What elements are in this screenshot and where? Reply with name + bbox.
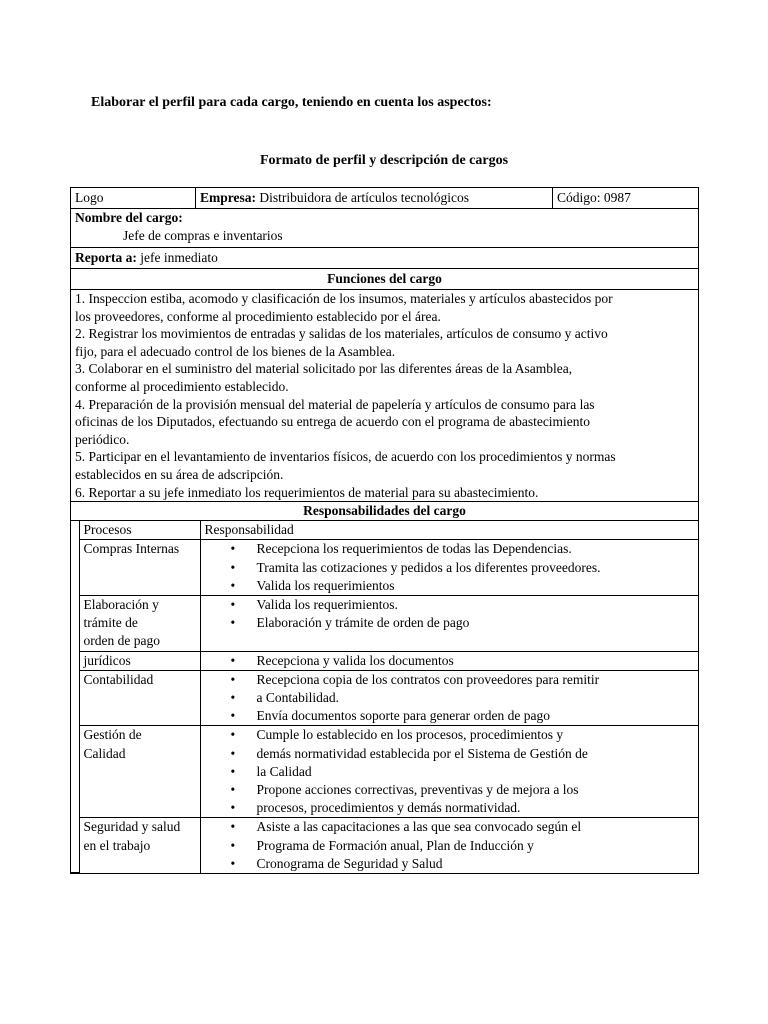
instruction-text: Elaborar el perfil para cada cargo, teniendo en cuenta los aspectos: xyxy=(91,95,492,110)
reporta-label: Reporta a: xyxy=(75,250,137,266)
proceso-cell xyxy=(79,651,200,670)
list-item: • Recepciona copia de los contratos con proveedores para remitir xyxy=(205,671,695,689)
list-item: • Valida los requerimientos xyxy=(205,577,695,595)
funcion-line: conforme al procedimiento establecido. xyxy=(75,378,289,394)
proceso-line: Contabilidad xyxy=(83,671,154,687)
list-item: • Cumple lo establecido en los procesos, procedimientos y xyxy=(205,726,695,744)
funcion-line: 4. Preparación de la provisión mensual del material de papelería y artículos de consumo para las xyxy=(75,396,595,412)
proceso-cell xyxy=(79,595,200,651)
funcion-line: 3. Colaborar en el suministro del material solicitado por las diferentes áreas de la Asamblea, xyxy=(75,361,573,377)
empresa-cell xyxy=(196,188,553,209)
col-procesos-header: Procesos xyxy=(79,521,200,540)
funcion-line: 6. Reportar a su jefe inmediato los requerimientos de material para su abastecimiento. xyxy=(75,484,539,500)
proceso-cell xyxy=(79,670,200,726)
list-item: • Valida los requerimientos. xyxy=(205,596,695,614)
funcion-line: 2. Registrar los movimientos de entradas y salidas de los materiales, artículos de consumo y activo xyxy=(75,326,608,342)
proceso-line: Calidad xyxy=(83,745,126,761)
funcion-line: 5. Participar en el levantamiento de inventarios físicos, de acuerdo con los procedimientos y normas xyxy=(75,449,616,465)
responsabilidades-title-row xyxy=(71,502,699,521)
funcion-line: 1. Inspeccion estiba, acomodo y clasificación de los insumos, materiales y artículos abastecidos por xyxy=(75,291,613,306)
table-row xyxy=(71,595,698,651)
empresa-label: Empresa: xyxy=(200,190,256,206)
funcion-line: periódico. xyxy=(75,431,130,447)
responsabilidades-header-row xyxy=(71,521,698,540)
list-item: • Propone acciones correctivas, preventivas y de mejora a los xyxy=(205,781,695,799)
logo-cell: Logo xyxy=(71,188,196,209)
responsabilidad-cell xyxy=(200,726,698,818)
proceso-line: trámite de xyxy=(83,615,138,631)
funcion-line: oficinas de los Diputados, efectuando su entrega de acuerdo con el programa de abastecimiento xyxy=(75,414,591,430)
list-item: • la Calidad xyxy=(205,763,695,781)
responsabilidad-cell xyxy=(200,818,698,873)
table-row xyxy=(71,818,698,873)
proceso-line: Elaboración y xyxy=(83,596,159,612)
header-row xyxy=(71,188,699,209)
list-item: • a Contabilidad. xyxy=(205,689,695,707)
proceso-line: orden de pago xyxy=(83,633,160,649)
table-row xyxy=(71,651,698,670)
funcion-line: los proveedores, conforme al procedimiento establecido por el área. xyxy=(75,308,441,324)
funcion-line: establecidos en su área de adscripción. xyxy=(75,466,284,482)
list-item: • Asiste a las capacitaciones a las que sea convocado según el xyxy=(205,818,695,836)
list-item: • Programa de Formación anual, Plan de Inducción y xyxy=(205,837,695,855)
nombre-cargo-row xyxy=(71,209,699,248)
proceso-line: en el trabajo xyxy=(83,837,151,853)
proceso-line: Gestión de xyxy=(83,727,142,743)
funciones-title-row xyxy=(71,269,699,290)
list-item: • demás normatividad establecida por el Sistema de Gestión de xyxy=(205,745,695,763)
document-title: Formato de perfil y descripción de cargos xyxy=(259,153,509,168)
list-item: • Envía documentos soporte para generar orden de pago xyxy=(205,707,695,725)
responsabilidades-body-row xyxy=(71,521,699,874)
funciones-body-row xyxy=(71,290,699,502)
reporta-value: jefe inmediato xyxy=(140,250,218,266)
proceso-line: Compras Internas xyxy=(83,541,180,557)
funcion-line: fijo, para el adecuado control de los bienes de la Asamblea. xyxy=(75,343,396,359)
empresa-value: Distribuidora de artículos tecnológicos xyxy=(259,190,469,206)
reporta-row xyxy=(71,248,699,269)
list-item: • Elaboración y trámite de orden de pago xyxy=(205,614,695,632)
proceso-line: jurídicos xyxy=(83,652,131,668)
funciones-title: Funciones del cargo xyxy=(71,269,699,290)
nombre-cargo-label: Nombre del cargo: xyxy=(75,210,183,225)
col-responsabilidad-header: Responsabilidad xyxy=(200,521,698,540)
list-item: • Cronograma de Seguridad y Salud xyxy=(205,855,695,873)
proceso-line: Seguridad y salud xyxy=(83,819,181,835)
list-item: • Tramita las cotizaciones y pedidos a los diferentes proveedores. xyxy=(205,559,695,577)
profile-table xyxy=(70,187,699,874)
responsabilidades-title: Responsabilidades del cargo xyxy=(71,502,699,521)
nombre-cargo-value: Jefe de compras e inventarios xyxy=(123,227,283,243)
proceso-cell xyxy=(79,540,200,596)
codigo-cell: Código: 0987 xyxy=(553,188,699,209)
proceso-cell xyxy=(79,726,200,818)
list-item: • Recepciona y valida los documentos xyxy=(205,652,695,670)
table-row xyxy=(71,726,698,818)
responsabilidades-table xyxy=(71,521,698,873)
list-item: • procesos, procedimientos y demás normatividad. xyxy=(205,799,695,817)
responsabilidad-cell xyxy=(200,670,698,726)
responsabilidad-cell xyxy=(200,540,698,596)
list-item: • Recepciona los requerimientos de todas las Dependencias. xyxy=(205,540,695,558)
responsabilidad-cell xyxy=(200,651,698,670)
table-row xyxy=(71,670,698,726)
proceso-cell xyxy=(79,818,200,873)
responsabilidad-cell xyxy=(200,595,698,651)
table-row xyxy=(71,540,698,596)
